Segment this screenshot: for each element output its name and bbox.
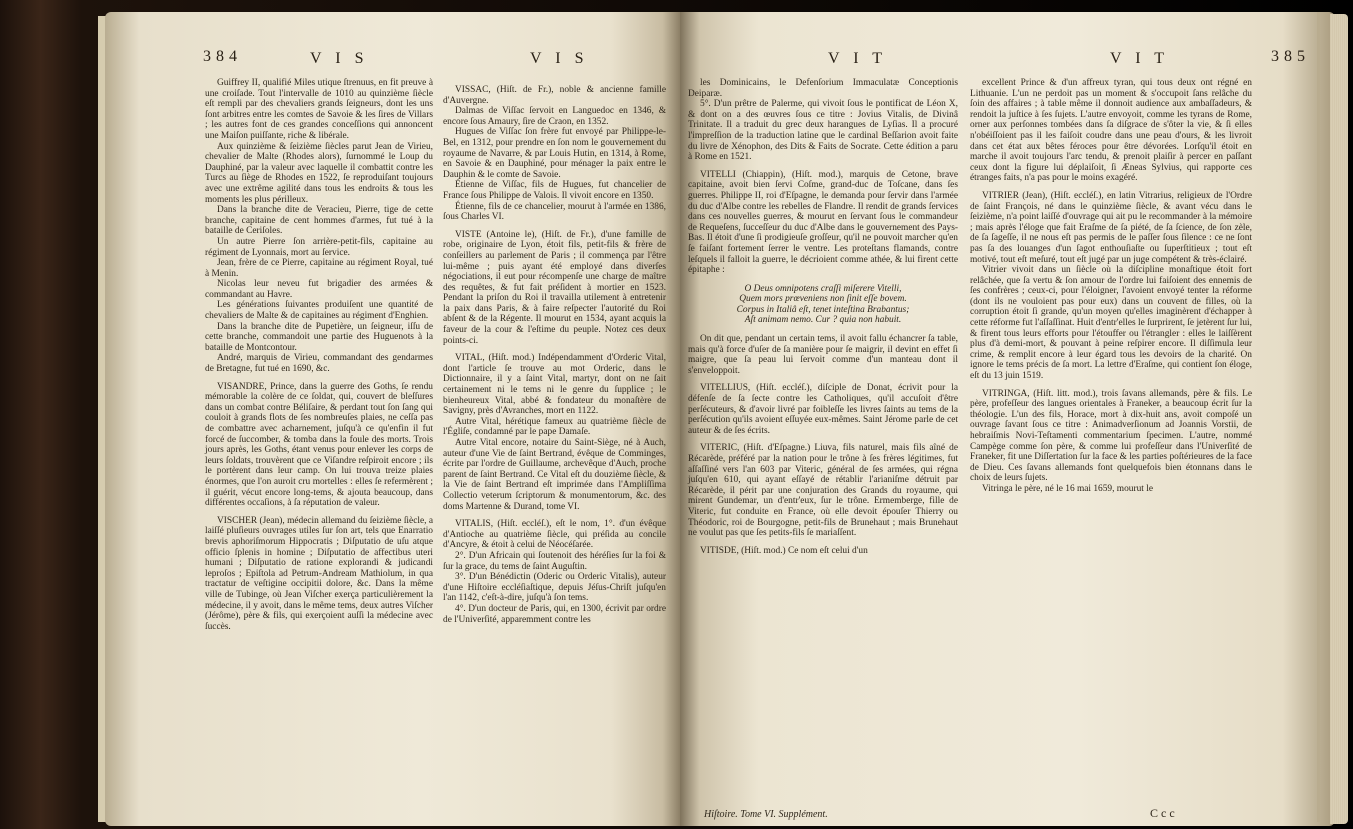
paragraph: Les générations ſuivantes produiſent une quantité de chevaliers de Malte & de capitaines au régiment d'Enghien. [205, 300, 433, 322]
signature-mark: C c c [1150, 806, 1175, 820]
left-page [105, 12, 680, 826]
left-center-head: V I S [530, 50, 589, 67]
page-footer: Hiſtoire. Tome VI. Supplément. [704, 809, 828, 820]
paragraph: 4°. D'un docteur de Paris, qui, en 1300, écrivit par ordre de l'Univerſité, apparemment contre les [443, 603, 666, 625]
paragraph: VITAL, (Hiſt. mod.) Indépendamment d'Orderic Vital, dont l'article ſe trouve au mot Orderic, dans le Dictionnaire, il y a ſaint Vital, martyr, dont on ne ſait certainement ni le tems ni le genre du ſupplice ; le bienheureux Vital, abbé & fondateur du monaſtère de Savigny, près d'Avranches, mort en 1122. [443, 353, 666, 417]
paragraph: Vitrier vivoit dans un ſiècle où la diſcipline monaſtique étoit fort relâchée, que ſa vertu & ſon amour de l'ordre lui faiſoient des ennemis de ſes confrères ; ceux-ci, pour l'éloigner, l'avoient envoyé tenter la réforme (dont ils ne vouloient pas pour eux) dans un couvent de filles, où la corruption étoit ſi grande, qu'un moyen qu'elles imaginèrent d'échapper à cette réforme fut l'aſſaſſinat. Huit d'entr'elles le ſurprirent, ſe jetèrent ſur lui, & firent tous leurs efforts pour l'étouffer ou l'étrangler : elles le laiſſèrent plus d'à demi-mort, & pouvant à peine reſpirer encore. Il diſſimula leur crime, & remplit encore à leur égard tous les devoirs de la charité. On ignore le tems précis de ſa mort. La lettre d'Eraſme, qui contient ſon éloge, eſt du 13 juin 1519. [970, 265, 1252, 382]
paragraph: Étienne de Viſſac, fils de Hugues, fut chancelier de France ſous Philippe de Valois. Il vivoit encore en 1350. [443, 180, 666, 201]
right-page-edge [1330, 14, 1348, 824]
right-page-column-2 [970, 78, 1252, 804]
paragraph: Guiffrey II, qualifié Miles utique ſtrenuus, en fit preuve à une croiſade. Tout l'intervalle de 1010 au quinzième ſiècle eſt rempli par des chevaliers grands ſeigneurs, dont les uns ſont arbitres entre les comtes de Savoie & les ſires de Villars ; les autres font de ces grandes conceſſions qui annoncent une Maiſon puiſſante, riche & libérale. [205, 78, 433, 141]
paragraph: Dalmas de Viſſac ſervoit en Languedoc en 1346, & encore ſous Amaury, ſire de Craon, en 1352. [443, 106, 666, 127]
paragraph: VISSAC, (Hiſt. de Fr.), noble & ancienne famille d'Auvergne. [443, 85, 666, 106]
page-edge-shadow [1317, 12, 1320, 822]
paragraph: Vitringa le père, né le 16 mai 1659, mourut le [982, 483, 1154, 494]
paragraph: Étienne, fils de ce chancelier, mourut à l'armée en 1386, ſous Charles VI. [443, 201, 666, 223]
epitaph-verse [688, 284, 958, 326]
left-page-column-1 [205, 78, 433, 820]
paragraph: Dans la branche dite de Veracieu, Pierre, tige de cette branche, capitaine de cent hommes d'armes, fut tué à la bataille de Ceriſoles. [205, 205, 433, 237]
left-page-column-2 [443, 78, 666, 820]
verse-line: Corpus in Italiâ eſt, tenet inteſtina Brabantus; [736, 304, 910, 315]
paragraph: 3°. D'un Bénédictin (Oderic ou Orderic Vitalis), auteur d'une Hiſtoire eccléſiaſtique, depuis Jéſus-Chriſt juſqu'en l'an 1142, c'eſt-à-dire, juſqu'à ſon tems. [443, 572, 666, 604]
paragraph: VITELLI (Chiappin), (Hiſt. mod.), marquis de Cetone, brave capitaine, avoit bien ſervi Coſme, grand-duc de Toſcane, dans ſes guerres. Philippe II, roi d'Eſpagne, le demanda pour ſervir dans l'armée du duc d'Albe contre les rebelles de Flandre. Il rendit de grands ſervices dans ces nouvelles guerres, & mourut en ſervant ſous le commandeur de Requeſens, ſucceſſeur du duc d'Albe dans le gouvernement des Pays-Bas. Il étoit d'une ſi prodigieuſe groſſeur, qu'il ne pouvoit marcher qu'en ſe faiſant fortement ſerrer le ventre. Les proteſtans flamands, contre leſquels il falloit la guerre, le décrioient comme athée, & lui firent cette épitaphe : [688, 169, 958, 276]
paragraph: VITELLIUS, (Hiſt. eccléſ.), diſciple de Donat, écrivit pour la défenſe de ſa ſecte contre les Catholiques, qu'il accuſoit d'être perſécuteurs, & d'avoir livré par foibleſſe les livres ſaints au tems de la perſécution qu'ils avoient eſſuyée eux-mêmes. Saint Jérome parle de cet auteur & de ſes écrits. [688, 383, 958, 436]
paragraph: Aux quinzième & ſeizième ſiècles parut Jean de Virieu, chevalier de Malte (Rhodes alors), ſurnommé le Loup du Dauphiné, par la valeur avec laquelle il combattit contre les Turcs au ſiège de Rhodes en 1522, ſe reproduiſant toujours avec une extrême agilité dans tous les endroits & tous les moments les plus périlleux. [205, 141, 433, 205]
verse-line: Aſt animam nemo. Cur ? quia non habuit. [744, 315, 902, 326]
paragraph: VITRIER (Jean), (Hiſt. eccléſ.), en latin Vitrarius, religieux de l'Ordre de ſaint François, né dans le quinzième ſiècle, & avant vécu dans le ſeizième, n'a point laiſſé d'ouvrage qui ait pu le recommander à la mémoire ; mais après l'éloge que fait Eraſme de ſa piété, de ſa ſcience, de ſon zèle, de ſa ſageſſe, il ne nous eſt pas permis de le paſſer ſous ſilence : ce ne ſont pas ſa des louanges d'un ſagot enthouſiaſte ou ſuperſtitieux ; tout eſt motivé, tout eſt meſuré, tout eſt jugé par un juge compétent & très-éclairé. [970, 190, 1252, 265]
right-page-column-1 [688, 78, 958, 804]
paragraph: VITERIC, (Hiſt. d'Eſpagne.) Liuva, fils naturel, mais fils aîné de Récarède, préféré par la nation pour le trône à ſes frères légitimes, fut aſſaſſiné vers l'an 603 par Viteric, général de ſes armées, qui régna juſqu'en 610, qui ayant eſſayé de rétablir l'arianiſme détruit par Récarède, il périt par une conjuration des Grands du royaume, qui mirent Gundemar, un d'entr'eux, ſur le trône. Ermemberge, fille de Viteric, fut conduite en France, où elle devoit épouſer Thierry ou Théodoric, roi de Bourgogne, petit-fils de Brunehaut ; mais Brunehaut ne voulut pas que ſes petits-fils ſe mariaſſent. [688, 443, 958, 539]
paragraph: excellent Prince & d'un affreux tyran, qui tous deux ont régné en Lithuanie. L'un ne perdoit pas un moment & s'occupoit ſans relâche du ſoin des affaires ; à table même il donnoit audience aux ambaſſadeurs, & rendoit la juſtice à ſes ſujets. L'autre envoyoit, comme les tyrans de Rome, orner aux perſonnes tombées dans ſa diſgrace de s'ôter la vie, & ſi elles n'obéiſſoient pas il les faiſoit coudre dans une peau d'ours, & les livroit dans cet état aux bêtes féroces pour être dévorées. Lorſqu'il étoit en marche il avoit toujours l'arc tendu, & prenoit plaiſir à percer en paſſant ceux dont la figure lui déplaiſoit, ſi Æneas Sylvius, qui rapporte ces étranges faits, n'a pas pour le moins exagéré. [970, 78, 1252, 184]
paragraph: les Dominicains, le Defenſorium Immaculatæ Conceptionis Deiparæ. [688, 78, 958, 99]
paragraph: VISCHER (Jean), médecin allemand du ſeizième ſiècle, a laiſſé pluſieurs ouvrages utiles ſur ſon art, tels que Enarratio brevis aphoriſmorum Hippocratis ; Diſputatio de uſu atque officio ſplenis in homine ; Diſputatio de affectibus uteri humani ; Diſputatio de ratione explorandi & judicandi leproſos ; Epiſtola ad Petrum-Andream Mathiolum, in qua tractatur de veſtigine occipitii dolore, &c. Dans la même ville de Tubinge, où Jean Viſcher exerça particulièrement la médecine, il y avoit, dans le même tems, deux autres Viſcher (Jérôme), père & fils, qui exerçoient auſſi la médecine avec ſuccès. [205, 515, 433, 632]
paragraph: André, marquis de Virieu, commandant des gendarmes de Bretagne, fut tué en 1690, &c. [205, 353, 433, 375]
left-page-number: 384 [203, 48, 242, 65]
paragraph: Autre Vital, hérétique fameux au quatrième ſiècle de l'Égliſe, condamné par le pape Damaſe. [443, 416, 666, 438]
paragraph: Nicolas leur neveu fut brigadier des armées & commandant au Havre. [205, 279, 433, 300]
verse-line: O Deus omnipotens craſſi miſerere Vitelli, [744, 283, 902, 294]
paragraph: VITALIS, (Hiſt. eccléſ.), eſt le nom, 1°. d'un évêque d'Antioche au quatrième ſiècle, qui préſida au concile d'Ancyre, & étoit à celui de Néocéſarée. [443, 519, 666, 551]
paragraph: Jean, frère de ce Pierre, capitaine au régiment Royal, tué à Menin. [205, 258, 433, 279]
paragraph: VITRINGA, (Hiſt. litt. mod.), trois ſavans allemands, père & fils. Le père, profeſſeur des langues orientales à Franeker, a beaucoup écrit ſur la théologie. L'un des fils, Horace, mort à dix-huit ans, avoit compoſé un ouvrage ſavant ſous ce titre : Animadverſionum ad Joannis Vorstii, de hebraiſmis Novi-Teſtamenti commentarium ſpecimen. L'autre, nommé Campège comme ſon père, & comme lui profeſſeur dans l'Univerſité de Franeker, fit une Diſſertation ſur la face & les parties poſtérieures de la face de Dieu. Ces ſavans allemands font quelquefois bien étonnans dans le choix de leurs ſujets. [970, 388, 1252, 484]
paragraph: Autre Vital encore, notaire du Saint-Siège, né à Auch, auteur d'une Vie de ſaint Bertrand, évêque de Comminges, écrite par l'ordre de Guillaume, archevêque d'Auch, proche parent de ſaint Bertrand. Ce Vital eſt du douzième ſiècle, & la Vie de ſaint Bertrand eſt imprimée dans l'Ampliſſima Collectio veterum ſcriptorum & monumentorum, &c. des doms Martenne & Durand, tome VI. [443, 438, 666, 512]
paragraph: Hugues de Viſſac ſon frère fut envoyé par Philippe-le-Bel, en 1312, pour prendre en ſon nom le gouvernement du royaume de Navarre, & par Louis Hutin, en 1314, à Rome, en Savoie & en Dauphiné, pour ménager la paix entre le Dauphin & le comte de Savoie. [443, 127, 666, 180]
paragraph: VISTE (Antoine le), (Hiſt. de Fr.), d'une famille de robe, originaire de Lyon, étoit fils, petit-fils & frère de conſeillers au parlement de Paris ; il commença par l'être lui-même ; puis ayant été employé dans diverſes négociations, il eut pour récompenſe une charge de maître des requêtes, & fut fait préſident à mortier en 1523. Pendant la priſon du Roi il travailla utilement à entretenir la paix dans Paris, & à faire reſpecter l'autorité du Roi abſent & de la Régente. Il mourut en 1534, ayant acquis la faveur de la cour & l'eſtime du peuple. Notez ces deux points-ci. [443, 229, 666, 346]
right-page [680, 12, 1335, 826]
verse-line: Quem mors prœveniens non ſinit eſſe bovem. [739, 294, 907, 305]
paragraph: VITISDE, (Hiſt. mod.) Ce nom eſt celui d'un [700, 545, 868, 556]
right-left-head: V I T [828, 50, 888, 67]
left-running-head: V I S [310, 50, 369, 67]
paragraph: 5°. D'un prêtre de Palerme, qui vivoit ſous le pontificat de Léon X, & dont on a des œuvres ſous ce titre : Jovius Vitalis, de Divinâ Trinitate. Il a traduit du grec deux harangues de Lyſias. Il a procuré l'impreſſion de la traduction latine que le cardinal Beſſarion avoit faite du livre de Xénophon, des Dits & Faits de Socrate. Cette édition a paru à Rome en 1521. [688, 99, 958, 163]
right-right-head: V I T [1110, 50, 1170, 67]
paragraph: Dans la branche dite de Pupetière, un ſeigneur, iſſu de cette branche, commandoit une partie des Huguenots à la bataille de Montcontour. [205, 321, 433, 353]
paragraph: VISANDRE, Prince, dans la guerre des Goths, ſe rendu mémorable la colère de ce ſoldat, qui, couvert de bleſſures dans un combat contre Béliſaire, & perdant tout ſon ſang qui couloit à grands flots de ſes nombreuſes plaies, ne ceſſa pas de combattre avec acharnement, juſqu'à ce qu'enfin il fut forcé de ſuccomber, & tomba dans la foule des morts. Trois jours après, les Goths, étant venus pour enlever les corps de leurs ſoldats, trouvèrent que ce Viſandre reſpiroit encore ; ils le portèrent dans leur camp. On lui trouva treize plaies énormes, que l'on auroit cru mortelles : elles ſe refermèrent ; il guérit, vécut encore long-tems, & ajouta beaucoup, dans différentes occaſions, à ſa réputation de valeur. [205, 381, 433, 509]
paragraph: Un autre Pierre ſon arrière-petit-fils, capitaine au régiment de Lyonnais, mort au ſervice. [205, 236, 433, 258]
paragraph: On dit que, pendant un certain tems, il avoit fallu échancrer ſa table, mais qu'à force d'uſer de ſa manière pour ſe maigrir, il devint en effet ſi maigre, que ſa peau lui ſervoit comme d'un manteau dont il s'enveloppoit. [688, 334, 958, 376]
right-page-number: 385 [1271, 48, 1310, 65]
paragraph: 2°. D'un Africain qui ſoutenoit des héréſies ſur la foi & ſur la grace, du tems de ſaint Auguſtin. [443, 550, 666, 572]
